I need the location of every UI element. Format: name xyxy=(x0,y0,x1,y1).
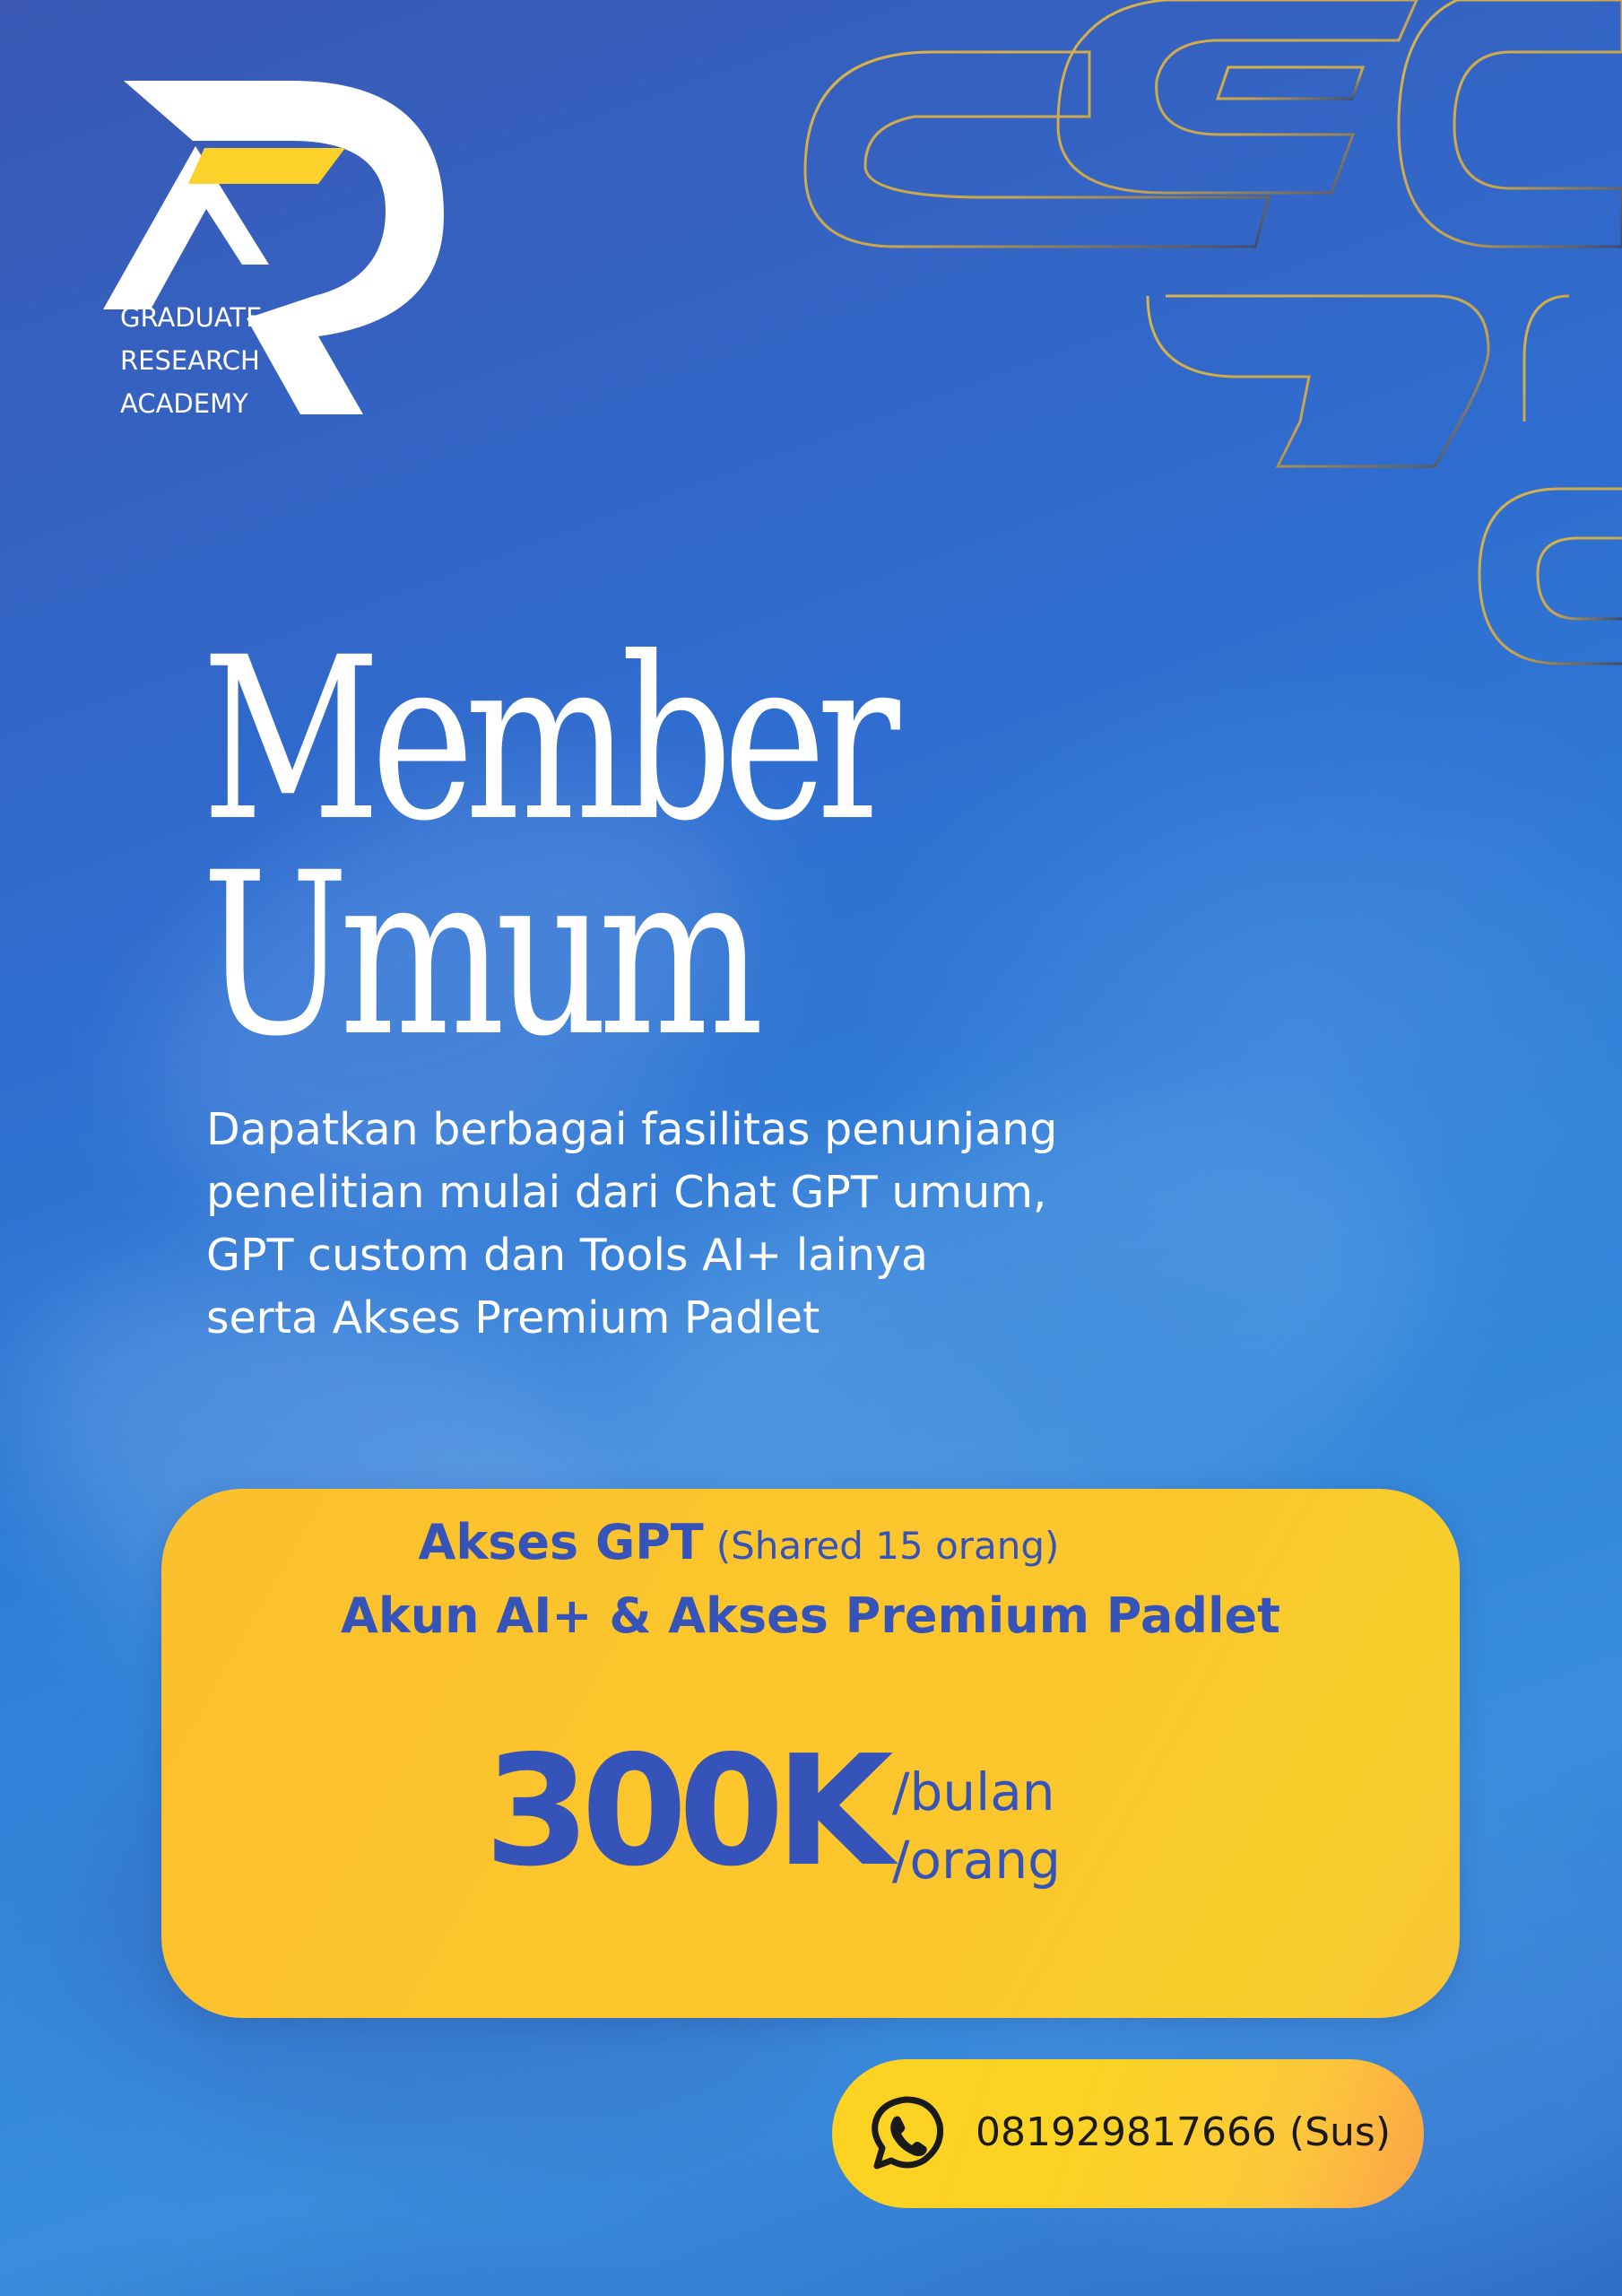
logo-line: GRADUATE xyxy=(120,302,263,333)
description-line: penelitian mulai dari Chat GPT umum, xyxy=(206,1167,1047,1218)
description-line: Dapatkan berbagai fasilitas penunjang xyxy=(206,1104,1058,1155)
price-period xyxy=(892,1758,1061,1894)
feature-gpt-label: Akses GPT xyxy=(418,1514,704,1570)
decorative-outline-shapes xyxy=(789,0,1622,718)
feature-gpt xyxy=(161,1514,1460,1570)
logo-line: ACADEMY xyxy=(120,388,248,419)
description xyxy=(206,1099,1193,1350)
price-card xyxy=(161,1489,1460,2018)
headline xyxy=(202,609,890,1085)
whatsapp-icon xyxy=(864,2091,950,2177)
price-per-month: /bulan xyxy=(892,1761,1055,1822)
description-line: GPT custom dan Tools AI+ lainya xyxy=(206,1230,929,1281)
price-value: 300K xyxy=(484,1723,885,1900)
contact-phone: 081929817666 (Sus) xyxy=(976,2109,1391,2155)
feature-ai-padlet: Akun AI+ & Akses Premium Padlet xyxy=(341,1587,1280,1644)
logo-wordmark xyxy=(120,296,262,425)
headline-line-2: Umum xyxy=(202,824,755,1085)
contact-button[interactable] xyxy=(832,2059,1424,2208)
logo-line: RESEARCH xyxy=(120,345,260,376)
feature-gpt-note: (Shared 15 orang) xyxy=(716,1524,1060,1568)
headline-line-1: Member xyxy=(202,609,890,870)
price-per-person: /orang xyxy=(892,1830,1061,1891)
description-line: serta Akses Premium Padlet xyxy=(206,1292,820,1344)
